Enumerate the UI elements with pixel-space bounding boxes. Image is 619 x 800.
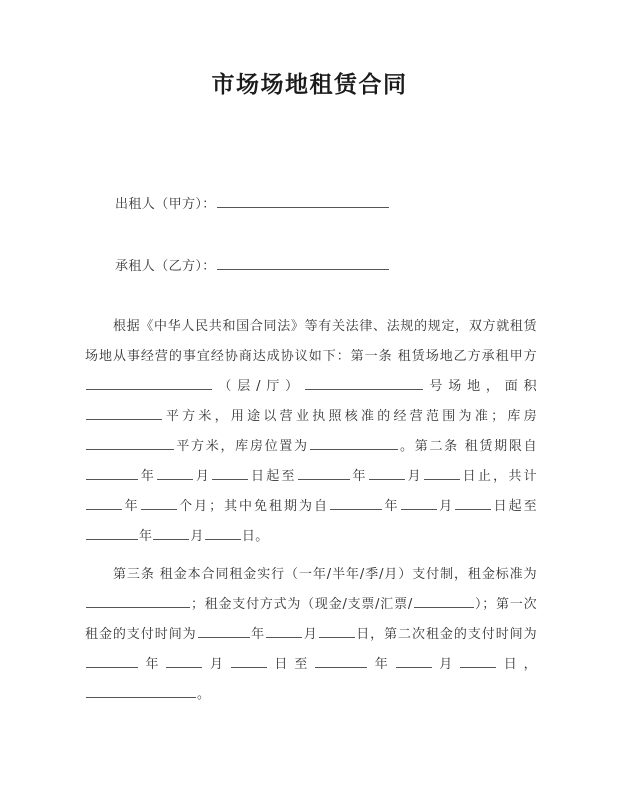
clause-three-text-11: 月 — [432, 657, 460, 672]
clause-three-text-2: ；租金支付方式为（现金/支票/汇票/ — [191, 597, 413, 612]
clause-three-text-13: 。 — [197, 687, 211, 702]
clause-two-blank-end-month[interactable] — [369, 465, 405, 480]
clause-one-blank-storage-location[interactable] — [310, 435, 398, 450]
lessor-field-row — [115, 190, 535, 220]
clause-three-text-5: 月 — [303, 627, 318, 642]
clause-one-text-3: 号场地，面积 — [423, 379, 537, 394]
clause-two-blank-start-month[interactable] — [157, 465, 193, 480]
clause-two-blank-free-start-year[interactable] — [330, 495, 382, 510]
clause-one-blank-area[interactable] — [86, 405, 162, 420]
clause-three-blank-second-day[interactable] — [231, 653, 267, 668]
clause-three-text-4: 年 — [250, 627, 266, 642]
clause-two-blank-free-start-month[interactable] — [401, 495, 437, 510]
clause-two-blank-total-months[interactable] — [141, 495, 177, 510]
clause-two-blank-total-years[interactable] — [86, 495, 122, 510]
clause-two-blank-free-end-year[interactable] — [86, 525, 138, 540]
clause-one-text-9: 日起至 — [249, 469, 297, 484]
clause-one-text-2: （层/厅） — [213, 379, 304, 394]
clause-three-blank-second-month[interactable] — [166, 653, 202, 668]
clause-one-blank-storage-area[interactable] — [86, 435, 174, 450]
clause-one-text-20: 日。 — [241, 529, 269, 544]
clause-two-blank-free-end-month[interactable] — [153, 525, 189, 540]
clause-one-text-10: 年 — [350, 469, 368, 484]
clause-two-blank-end-day[interactable] — [424, 465, 460, 480]
lessee-field-row — [115, 252, 535, 282]
clause-two-blank-free-start-day[interactable] — [455, 495, 491, 510]
clause-two-blank-end-year[interactable] — [298, 465, 350, 480]
clause-three-blank-second-end-year[interactable] — [315, 653, 367, 668]
clause-one-text-1: 根据《中华人民共和国合同法》等有关法律、法规的规定，双方就租赁场地从事经营的事宜经协商达成协议如下：第一条 租赁场地乙方承租甲方 — [85, 319, 537, 364]
clause-one-text-11: 月 — [405, 469, 423, 484]
clause-three-blank-first-year[interactable] — [198, 623, 250, 638]
clause-three-blank-remark[interactable] — [86, 683, 196, 698]
clause-two-blank-free-end-day[interactable] — [205, 525, 241, 540]
clause-one-text-15: 年 — [382, 499, 400, 514]
clause-three-blank-second-end-day[interactable] — [460, 653, 496, 668]
clause-one-blank-premises[interactable] — [86, 375, 212, 390]
clause-one-text-5: 平方米，库房位置为 — [175, 439, 309, 454]
clause-three-text-7: 年 — [139, 657, 166, 672]
clause-one-text-12: 日止，共计 — [460, 469, 538, 484]
clause-one-text-14: 个月；其中免租期为自 — [177, 499, 329, 514]
clause-one-text-13: 年 — [123, 499, 140, 514]
clause-one-text-18: 年 — [139, 529, 153, 544]
clause-three-text-12: 日， — [497, 657, 538, 672]
clause-three-text-9: 日至 — [267, 657, 315, 672]
clause-three-text-6: 日，第二次租金的支付时间为 — [355, 627, 538, 642]
clause-one-text-7: 年 — [139, 469, 157, 484]
clause-three-blank-first-day[interactable] — [319, 623, 355, 638]
lessor-blank[interactable] — [217, 193, 389, 208]
clause-one-text-8: 月 — [194, 469, 212, 484]
clause-two-blank-start-year[interactable] — [86, 465, 138, 480]
page-title: 市场场地租赁合同 — [211, 71, 408, 98]
clause-one-text-6: 。第二条 租赁期限自 — [398, 439, 537, 454]
clause-one-text-4: 平方米，用途以营业执照核准的经营范围为准；库房 — [163, 409, 537, 424]
clause-three-blank-rent-standard[interactable] — [86, 593, 190, 608]
clause-one-text-16: 月 — [437, 499, 455, 514]
clause-three-blank-first-month[interactable] — [266, 623, 302, 638]
clause-three-blank-second-end-month[interactable] — [396, 653, 432, 668]
clause-three-paragraph — [85, 560, 537, 710]
lessee-label: 承租人（乙方）： — [115, 259, 216, 274]
clause-one-text-17: 日起至 — [492, 499, 537, 514]
clause-three-text-1: 第三条 租金本合同租金实行（一年/半年/季/月）支付制，租金标准为 — [113, 567, 537, 582]
clause-one-text-19: 月 — [190, 529, 204, 544]
clause-one-blank-floor[interactable] — [305, 375, 423, 390]
clause-two-blank-start-day[interactable] — [212, 465, 248, 480]
clause-three-text-8: 月 — [203, 657, 230, 672]
lessee-blank[interactable] — [217, 255, 389, 270]
clause-three-text-3: ）；第一次租金的支付时间为 — [85, 597, 537, 642]
clause-one-paragraph — [85, 312, 537, 552]
clause-three-blank-second-year[interactable] — [86, 653, 138, 668]
clause-three-blank-payment-other[interactable] — [414, 593, 474, 608]
lessor-label: 出租人（甲方）： — [115, 197, 216, 212]
clause-three-text-10: 年 — [368, 657, 395, 672]
